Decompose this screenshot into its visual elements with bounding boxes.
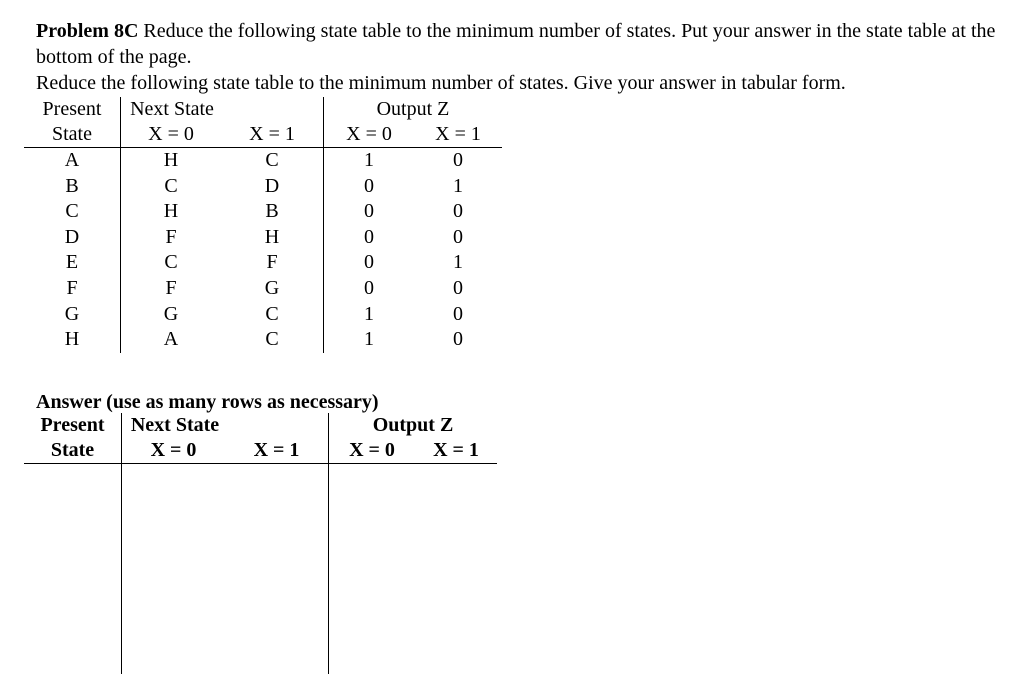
answer-cell-out-x1[interactable] <box>415 464 497 675</box>
cell-next-x1: H <box>221 225 324 251</box>
problem-text: Reduce the following state table to the minimum number of states. Put your answer in the state table at the bottom of the page. <box>36 20 996 68</box>
cell-next-x1: B <box>221 199 324 225</box>
cell-next-x0: C <box>164 174 178 197</box>
cell-output-x1: 0 <box>453 302 463 325</box>
table-row <box>24 148 502 174</box>
cell-present-state: H <box>24 327 121 353</box>
table-row <box>24 302 502 328</box>
problem-statement <box>36 18 996 96</box>
cell-next-x0: C <box>164 251 178 274</box>
cell-next-x0: F <box>165 276 177 299</box>
cell-output-x0: 0 <box>364 225 374 248</box>
answer-cell-next-x0[interactable] <box>122 464 226 675</box>
header-state: State <box>24 122 121 148</box>
table-row <box>24 225 502 251</box>
table-row <box>24 174 502 200</box>
cell-output-x0: 1 <box>364 328 374 351</box>
cell-present-state: C <box>24 199 121 225</box>
cell-next-x1: D <box>221 174 324 200</box>
cell-next-x1: C <box>221 302 324 328</box>
cell-output-x1: 1 <box>453 251 463 274</box>
cell-output-x0: 1 <box>364 302 374 325</box>
cell-next-x1: C <box>221 148 324 174</box>
cell-output-x0: 0 <box>364 174 374 197</box>
table-row <box>24 276 502 302</box>
answer-header-next-state: Next State <box>130 414 220 436</box>
cell-output-x1: 0 <box>453 200 463 223</box>
cell-present-state: B <box>24 174 121 200</box>
cell-output-x1: 0 <box>453 276 463 299</box>
given-table-body <box>24 148 502 353</box>
table-row <box>24 199 502 225</box>
cell-present-state: G <box>24 302 121 328</box>
cell-present-state: F <box>24 276 121 302</box>
cell-output-x0: 0 <box>364 251 374 274</box>
problem-paragraph <box>36 18 996 70</box>
cell-output-x1: 0 <box>453 328 463 351</box>
answer-header-state: State <box>24 438 122 464</box>
cell-present-state: A <box>24 148 121 174</box>
answer-cell-out-x0[interactable] <box>329 464 416 675</box>
cell-present-state: E <box>24 250 121 276</box>
answer-cell-next-x1[interactable] <box>225 464 329 675</box>
answer-state-table <box>24 413 497 674</box>
cell-output-x0: 0 <box>364 200 374 223</box>
cell-output-x0: 1 <box>364 149 374 171</box>
cell-output-x1: 0 <box>453 149 463 171</box>
cell-output-x1: 0 <box>453 225 463 248</box>
header-next-x1: X = 1 <box>221 122 324 148</box>
header-output-z: Output Z <box>324 97 503 122</box>
given-state-table <box>24 97 502 353</box>
header-out-x1: X = 1 <box>414 122 502 148</box>
table-row <box>24 327 502 353</box>
cell-next-x0: F <box>165 225 177 248</box>
header-next-x0: X = 0 <box>121 122 222 148</box>
cell-output-x1: 1 <box>453 174 463 197</box>
cell-next-x1: F <box>221 250 324 276</box>
answer-header-out-x0: X = 0 <box>329 438 416 464</box>
table-row <box>24 250 502 276</box>
header-next-state: Next State <box>130 98 214 120</box>
answer-title: Answer (use as many rows as necessary) <box>36 391 379 413</box>
answer-cell-state[interactable] <box>24 464 122 675</box>
cell-next-x0: A <box>163 328 179 351</box>
answer-header-next-x0: X = 0 <box>122 438 226 464</box>
problem-instruction: Reduce the following state table to the minimum number of states. Give your answer in tabular form. <box>36 72 846 94</box>
cell-next-x0: G <box>163 302 179 325</box>
problem-label: Problem 8C <box>36 20 139 42</box>
cell-next-x0: H <box>163 200 179 223</box>
answer-header-output-z: Output Z <box>329 413 498 438</box>
answer-header-next-x1: X = 1 <box>225 438 329 464</box>
header-present: Present <box>24 97 121 122</box>
cell-present-state: D <box>24 225 121 251</box>
header-out-x0: X = 0 <box>324 122 415 148</box>
cell-next-x1: G <box>221 276 324 302</box>
answer-header-out-x1: X = 1 <box>415 438 497 464</box>
cell-output-x0: 0 <box>364 276 374 299</box>
cell-next-x1: C <box>221 327 324 353</box>
answer-header-present: Present <box>24 413 122 438</box>
cell-next-x0: H <box>163 149 179 171</box>
